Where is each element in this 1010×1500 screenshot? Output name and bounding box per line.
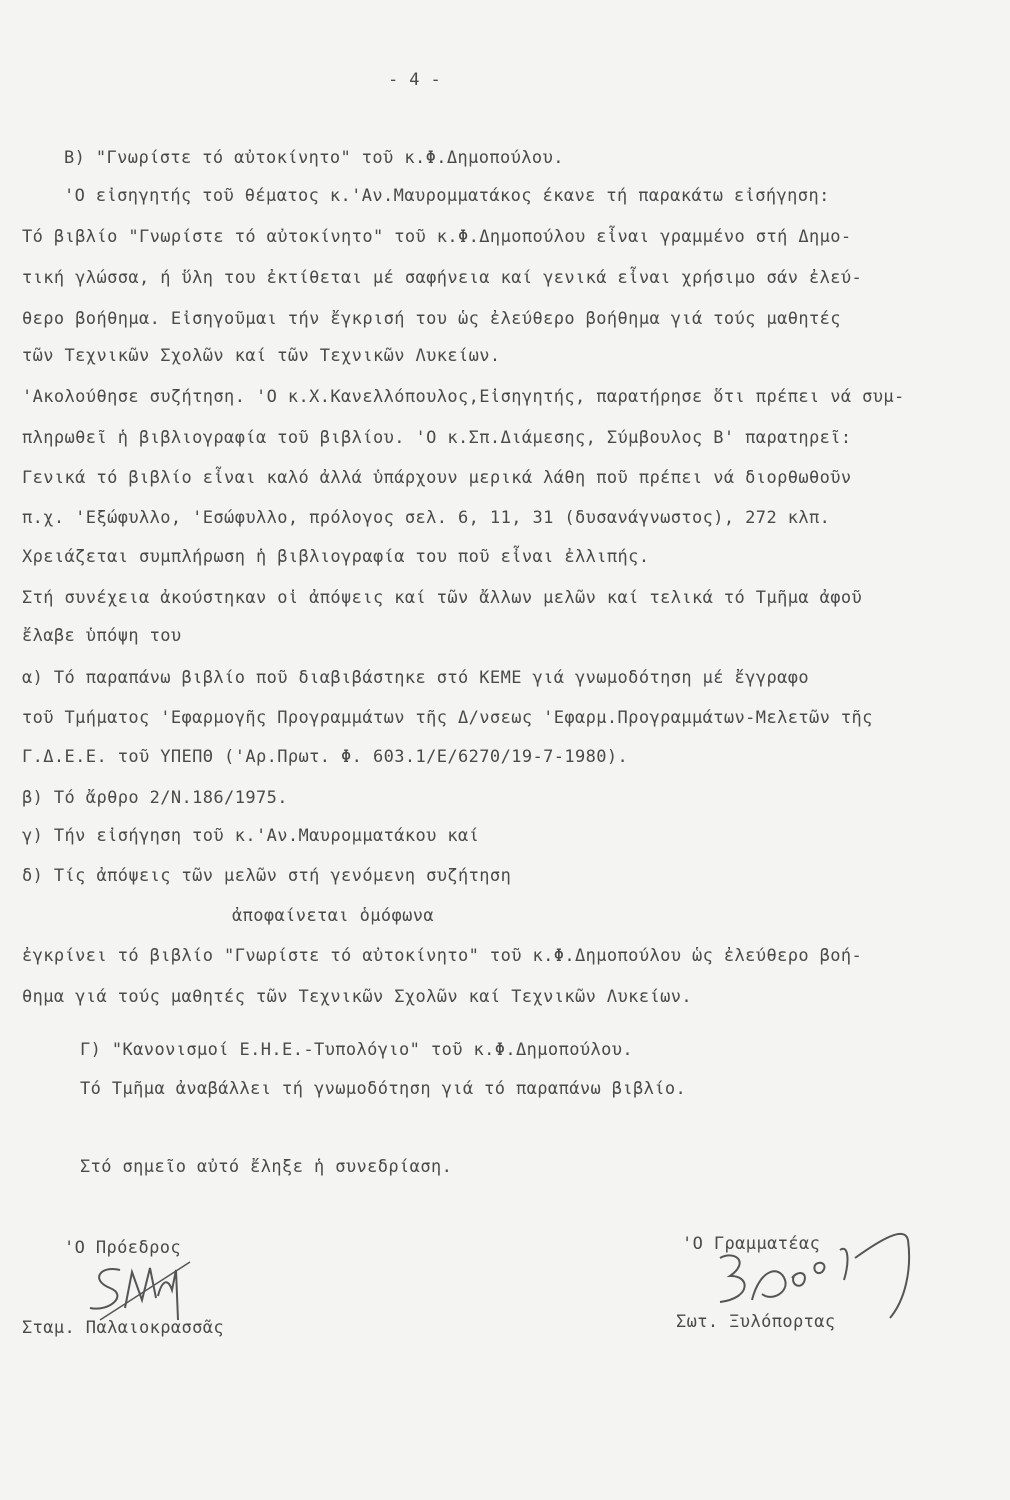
president-title: 'Ο Πρόεδρος xyxy=(64,1238,181,1258)
secretary-title: 'Ο Γραμματέας xyxy=(682,1234,821,1254)
body-line: Τό βιβλίο "Γνωρίστε τό αὐτοκίνητο" τοῦ κ.Φ.Δημοπούλου εἶναι γραμμένο στή Δημο- xyxy=(22,227,852,247)
section-b-heading: Β) "Γνωρίστε τό αὐτοκίνητο" τοῦ κ.Φ.Δημοπούλου. xyxy=(64,148,564,168)
closing-line: Στό σημεῖο αὐτό ἔληξε ἡ συνεδρίαση. xyxy=(80,1157,453,1177)
secretary-name: Σωτ. Ξυλόπορτας xyxy=(676,1312,836,1332)
president-signature xyxy=(80,1250,210,1330)
body-line: ἔλαβε ὑπόψη του xyxy=(22,626,182,646)
page-number: - 4 - xyxy=(388,70,442,90)
body-line: θερο βοήθημα. Εἰσηγοῦμαι τήν ἔγκρισή του ὡς ἐλεύθερο βοήθημα γιά τούς μαθητές xyxy=(22,309,841,329)
body-line: Στή συνέχεια ἀκούστηκαν οἱ ἀπόψεις καί τῶν ἄλλων μελῶν καί τελικά τό Τμῆμα ἀφοῦ xyxy=(22,588,863,608)
list-item-a: α) Τό παραπάνω βιβλίο ποῦ διαβιβάστηκε στό ΚΕΜΕ γιά γνωμοδότηση μέ ἔγγραφο xyxy=(22,668,809,688)
list-item-c: γ) Τήν εἰσήγηση τοῦ κ.'Αν.Μαυρομματάκου καί xyxy=(22,826,480,846)
body-line: ἐγκρίνει τό βιβλίο "Γνωρίστε τό αὐτοκίνητο" τοῦ κ.Φ.Δημοπούλου ὡς ἐλεύθερο βοή- xyxy=(22,946,863,966)
body-line: Χρειάζεται συμπλήρωση ἡ βιβλιογραφία του ποῦ εἶναι ἐλλιπής. xyxy=(22,547,650,567)
list-item-d: δ) Τίς ἀπόψεις τῶν μελῶν στή γενόμενη συζήτηση xyxy=(22,866,512,886)
body-line: θημα γιά τούς μαθητές τῶν Τεχνικῶν Σχολῶν καί Τεχνικῶν Λυκείων. xyxy=(22,987,692,1007)
secretary-signature xyxy=(690,1220,920,1325)
body-line: πληρωθεῖ ἡ βιβλιογραφία τοῦ βιβλίου. 'Ο κ.Σπ.Διάμεσης, Σύμβουλος Β' παρατηρεῖ: xyxy=(22,428,852,448)
body-line: Γενικά τό βιβλίο εἶναι καλό ἀλλά ὑπάρχουν μερικά λάθη ποῦ πρέπει νά διορθωθοῦν xyxy=(22,468,852,488)
president-name: Σταμ. Παλαιοκρασσᾶς xyxy=(22,1318,225,1338)
decision-heading: ἀποφαίνεται ὁμόφωνα xyxy=(232,906,435,926)
body-line: Τό Τμῆμα ἀναβάλλει τή γνωμοδότηση γιά τό παραπάνω βιβλίο. xyxy=(80,1079,687,1099)
body-line: 'Ακολούθησε συζήτηση. 'Ο κ.Χ.Κανελλόπουλος,Εἰσηγητής, παρατήρησε ὅτι πρέπει νά συμ- xyxy=(22,387,905,407)
body-line: π.χ. 'Εξώφυλλο, 'Εσώφυλλο, πρόλογος σελ. 6, 11, 31 (δυσανάγνωστος), 272 κλπ. xyxy=(22,508,831,528)
body-line: τοῦ Τμήματος 'Εφαρμογῆς Προγραμμάτων τῆς Δ/νσεως 'Εφαρμ.Προγραμμάτων-Μελετῶν τῆς xyxy=(22,708,873,728)
body-line: τική γλώσσα, ή ὕλη του ἐκτίθεται μέ σαφήνεια καί γενικά εἶναι χρήσιμο σάν ἐλεύ- xyxy=(22,268,863,288)
list-item-b: β) Τό ἄρθρο 2/Ν.186/1975. xyxy=(22,788,288,808)
body-line: 'Ο εἰσηγητής τοῦ θέματος κ.'Αν.Μαυρομματάκος έκανε τή παρακάτω εἰσήγηση: xyxy=(64,186,830,206)
section-c-heading: Γ) "Κανονισμοί Ε.Η.Ε.-Τυπολόγιο" τοῦ κ.Φ.Δημοπούλου. xyxy=(80,1040,634,1060)
body-line: τῶν Τεχνικῶν Σχολῶν καί τῶν Τεχνικῶν Λυκείων. xyxy=(22,346,501,366)
body-line: Γ.Δ.Ε.Ε. τοῦ ΥΠΕΠΘ ('Αρ.Πρωτ. Φ. 603.1/Ε/6270/19-7-1980). xyxy=(22,747,629,767)
